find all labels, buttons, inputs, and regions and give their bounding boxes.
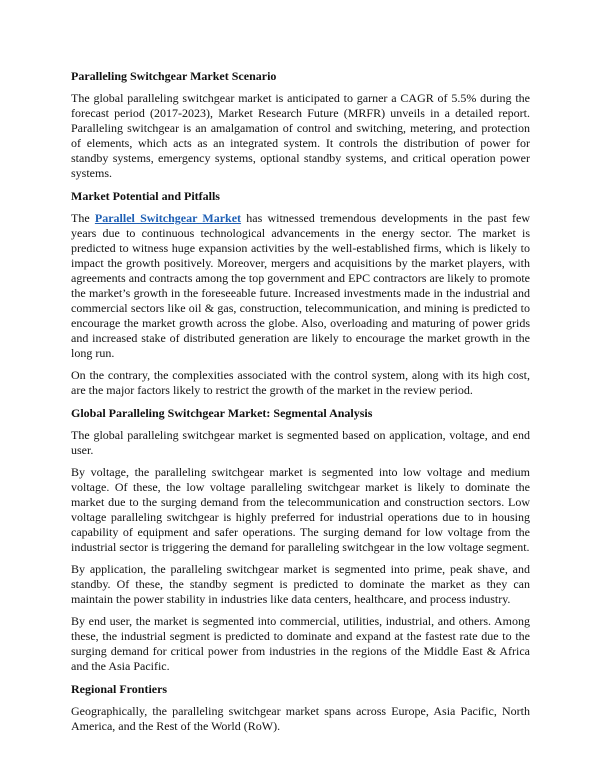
section-heading-scenario: Paralleling Switchgear Market Scenario: [71, 69, 277, 83]
document-page: [71, 68, 530, 741]
section-heading-segmental: Global Paralleling Switchgear Market: Segmental Analysis: [71, 406, 373, 420]
paragraph-pitfalls: On the contrary, the complexities associated with the control system, along with its high cost, are the major factors likely to restrict the growth of the market in the review period.: [71, 368, 530, 397]
paragraph-scenario: The global paralleling switchgear market is anticipated to garner a CAGR of 5.5% during the forecast period (2017-2023), Market Research Future (MRFR) unveils in a detailed report. Paralleling switchgear is an amalgamation of control and switching, metering, and protection of elements, which acts as an integrated system. It controls the distribution of power for standby systems, emergency systems, optional standby systems, and critical operation power systems.: [71, 91, 530, 180]
paragraph-segment-overview: The global paralleling switchgear market is segmented based on application, voltage, and end user.: [71, 428, 530, 457]
paragraph-potential: [71, 211, 530, 361]
section-heading-potential: Market Potential and Pitfalls: [71, 189, 220, 203]
paragraph-by-end-user: By end user, the market is segmented into commercial, utilities, industrial, and others. Among these, the industrial segment is predicted to dominate and expand at the fastest rate due to the surging demand for critical power from industries in the regions of the Middle East & Africa and the Asia Pacific.: [71, 614, 530, 673]
section-heading-regional: Regional Frontiers: [71, 682, 168, 696]
paragraph-by-voltage: By voltage, the paralleling switchgear market is segmented into low voltage and medium voltage. Of these, the low voltage paralleling switchgear market is likely to dominate the market due to the surging demand from the telecommunication and construction sectors. Low voltage paralleling switchgear is highly preferred for industrial operations due to in housing capability of equipment and safer operations. The surging demand for low voltage from the industrial sector is triggering the demand for paralleling switchgear in the low voltage segment.: [71, 465, 530, 554]
paragraph-regional: Geographically, the paralleling switchgear market spans across Europe, Asia Pacific, North America, and the Rest of the World (RoW).: [71, 704, 530, 733]
paragraph-by-application: By application, the paralleling switchgear market is segmented into prime, peak shave, and standby. Of these, the standby segment is predicted to dominate the market as they can maintain the power stability in industries like data centers, healthcare, and process industry.: [71, 562, 530, 606]
parallel-switchgear-market-link[interactable]: Parallel Switchgear Market: [94, 211, 242, 225]
paragraph-prefix: The: [71, 211, 95, 225]
paragraph-suffix: has witnessed tremendous developments in the past few years due to continuous technological advancements in the energy sector. The market is predicted to witness huge expansion activities by the well-established firms, which is likely to impact the growth positively. Moreover, mergers and acquisitions by the market players, with agreements and contracts among the top government and EPC contractors are likely to promote the market’s growth in the foreseeable future. Increased investments made in the industrial and commercial sectors like oil & gas, construction, telecommunication, and mining is predicted to encourage the market growth across the globe. Also, overloading and maturing of power grids and increased stake of distributed generation are likely to encourage the market growth in the long run.: [71, 211, 531, 360]
